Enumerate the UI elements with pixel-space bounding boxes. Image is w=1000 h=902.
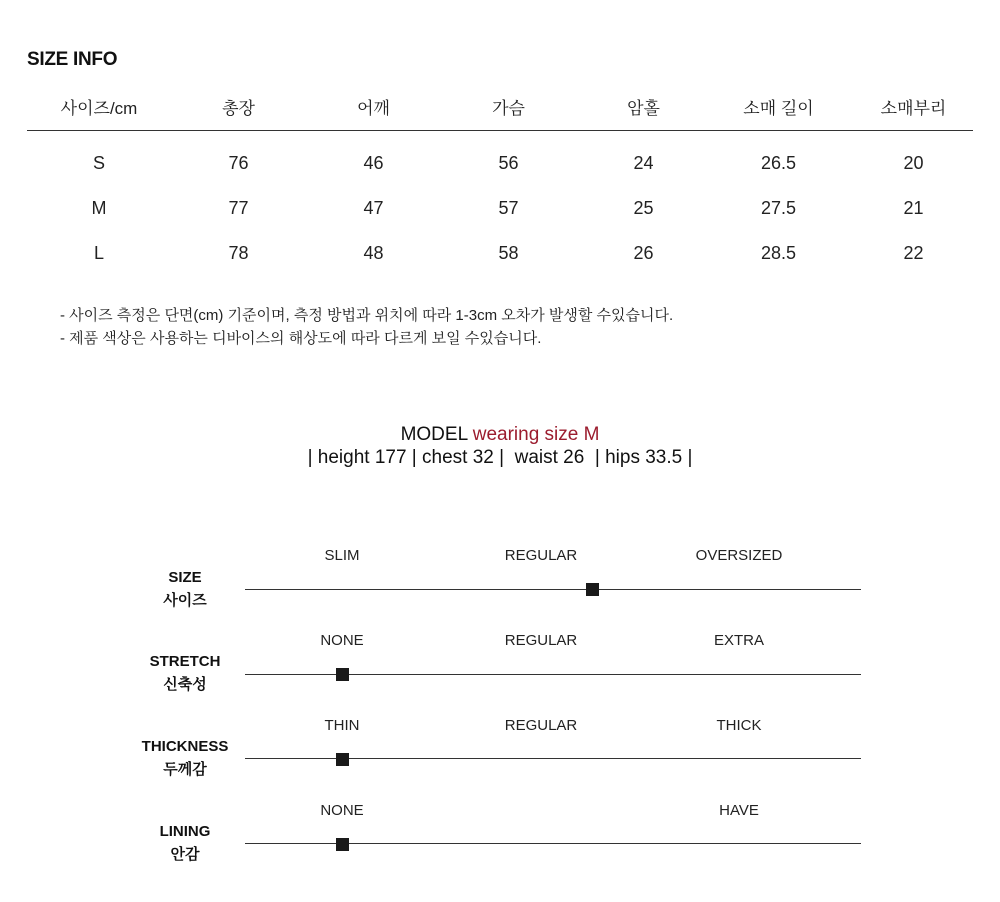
fit-label-ko: 신축성	[163, 676, 207, 693]
fit-row-lining	[0, 795, 1000, 880]
fit-label-ko: 사이즈	[163, 592, 207, 609]
table-row	[27, 231, 973, 276]
fit-option: EXTRA	[713, 632, 764, 649]
fit-option: THIN	[324, 717, 360, 734]
note-line: - 제품 색상은 사용하는 디바이스의 해상도에 따라 다르게 보일 수있습니다.	[60, 330, 542, 347]
fit-marker	[336, 668, 349, 681]
fit-label	[125, 735, 245, 781]
fit-marker	[586, 583, 599, 596]
fit-marker	[336, 838, 349, 851]
table-cell: 47	[363, 198, 384, 218]
table-row	[27, 141, 973, 186]
size-table	[27, 82, 973, 276]
table-cell: L	[93, 243, 104, 263]
column-header: 소매 길이	[743, 98, 814, 118]
table-cell: 57	[498, 198, 519, 218]
fit-option: REGULAR	[504, 547, 578, 564]
fit-label	[125, 650, 245, 696]
table-row	[27, 186, 973, 231]
table-cell: 46	[363, 153, 384, 173]
fit-marker	[336, 753, 349, 766]
section-title: SIZE INFO	[27, 49, 118, 70]
table-cell: 28.5	[760, 243, 797, 263]
model-measurements: | height 177 | chest 32 | waist 26 | hips 33.5 |	[307, 447, 693, 468]
model-wearing-size: wearing size M	[472, 424, 600, 445]
table-cell: 27.5	[760, 198, 797, 218]
fit-label-ko: 안감	[170, 846, 200, 863]
table-cell: S	[92, 153, 105, 173]
fit-label-en: SIZE	[168, 569, 202, 586]
fit-label	[125, 566, 245, 612]
fit-option: OVERSIZED	[695, 547, 783, 564]
table-cell: 77	[228, 198, 249, 218]
table-cell: 58	[498, 243, 519, 263]
fit-option: THICK	[716, 717, 762, 734]
column-header: 총장	[222, 98, 255, 118]
fit-option: NONE	[320, 802, 364, 819]
table-cell: 24	[633, 153, 654, 173]
table-cell: 56	[498, 153, 519, 173]
fit-row-stretch	[0, 625, 1000, 710]
table-cell: 20	[903, 153, 924, 173]
table-cell: 22	[903, 243, 924, 263]
table-cell: 25	[633, 198, 654, 218]
note-line: - 사이즈 측정은 단면(cm) 기준이며, 측정 방법과 위치에 따라 1-3cm 오차가 발생할 수있습니다.	[60, 307, 674, 324]
fit-scale-line	[245, 589, 861, 590]
model-prefix: MODEL	[400, 424, 468, 445]
fit-option: NONE	[320, 632, 364, 649]
table-cell: 26	[633, 243, 654, 263]
fit-row-thickness	[0, 710, 1000, 795]
column-header: 어깨	[357, 98, 390, 118]
fit-label-en: STRETCH	[149, 653, 221, 670]
table-cell: M	[91, 198, 107, 218]
fit-option: REGULAR	[504, 632, 578, 649]
table-cell: 26.5	[760, 153, 797, 173]
fit-label-en: THICKNESS	[141, 738, 229, 755]
fit-option: HAVE	[719, 802, 759, 819]
table-cell: 78	[228, 243, 249, 263]
column-header: 암홀	[627, 98, 660, 118]
fit-label-ko: 두께감	[163, 761, 207, 778]
fit-option: REGULAR	[504, 717, 578, 734]
model-title	[0, 424, 1000, 446]
fit-option: SLIM	[324, 547, 360, 564]
column-header: 사이즈/cm	[60, 98, 138, 118]
column-header: 소매부리	[880, 98, 947, 118]
fit-row-size	[0, 540, 1000, 625]
notes	[60, 304, 673, 350]
column-header: 가슴	[492, 98, 525, 118]
table-cell: 48	[363, 243, 384, 263]
table-header-row	[27, 82, 973, 131]
fit-label-en: LINING	[159, 823, 211, 840]
fit-label	[125, 820, 245, 866]
table-cell: 76	[228, 153, 249, 173]
table-cell: 21	[903, 198, 924, 218]
